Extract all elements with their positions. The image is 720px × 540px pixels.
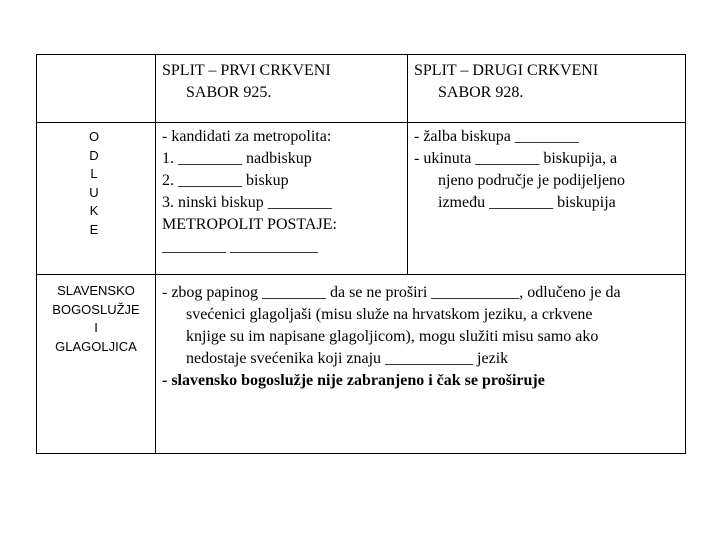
odluke-letter: K: [89, 203, 99, 218]
header-split-first: [162, 60, 331, 104]
slavensko-label-line: SLAVENSKO: [57, 283, 135, 298]
slavensko-text-line: svećenici glagoljaši (misu služe na hrvatskom jeziku, a crkvene: [186, 306, 593, 323]
odluke-letter: E: [89, 221, 99, 237]
odluke-first-line: 3. ninski biskup ________: [162, 194, 332, 211]
header-split-first-line2: SABOR 925.: [186, 84, 272, 101]
slavensko-label-line: GLAGOLJICA: [55, 338, 137, 354]
odluke-second-synod: [414, 126, 625, 214]
slavensko-label-line: I: [94, 320, 98, 335]
odluke-first-line: ________ ___________: [162, 238, 318, 255]
slavensko-text: [162, 282, 682, 392]
odluke-label: [83, 128, 105, 239]
column-divider-2: [407, 54, 408, 275]
row-divider-1: [36, 122, 686, 123]
header-split-second: [414, 60, 598, 104]
odluke-first-line: 1. ________ nadbiskup: [162, 150, 312, 167]
odluke-letter: O: [88, 129, 100, 144]
column-divider-1: [155, 54, 156, 454]
lesson-table: [36, 54, 686, 454]
slavensko-text-line: knjige su im napisane glagoljicom), mogu služiti misu samo ako: [186, 328, 599, 345]
slavensko-text-line: - zbog papinog ________ da se ne proširi ___________, odlučeno je da: [162, 284, 621, 301]
header-split-second-line2: SABOR 928.: [438, 84, 524, 101]
header-split-second-line1: SPLIT – DRUGI CRKVENI: [414, 62, 599, 79]
slavensko-label: [38, 282, 154, 356]
odluke-second-line: njeno područje je podijeljeno: [438, 172, 626, 189]
odluke-letter: U: [89, 184, 99, 200]
header-split-first-line1: SPLIT – PRVI CRKVENI: [162, 62, 331, 79]
slavensko-label-line: BOGOSLUŽJE: [52, 301, 140, 317]
odluke-first-line: METROPOLIT POSTAJE:: [162, 216, 337, 233]
odluke-letter: L: [90, 166, 98, 181]
row-divider-2: [36, 274, 686, 275]
slavensko-text-line: nedostaje svećenika koji znaju ___________ jezik: [186, 350, 509, 367]
odluke-second-line: - ukinuta ________ biskupija, a: [414, 150, 618, 167]
odluke-first-synod: [162, 126, 337, 258]
odluke-second-line: - žalba biskupa ________: [414, 128, 579, 145]
odluke-letter: D: [89, 147, 99, 163]
odluke-first-line: - kandidati za metropolita:: [162, 128, 332, 145]
odluke-first-line: 2. ________ biskup: [162, 172, 289, 189]
slavensko-text-line: - slavensko bogoslužje nije zabranjeno i čak se proširuje: [162, 372, 545, 389]
odluke-second-line: između ________ biskupija: [438, 194, 616, 211]
